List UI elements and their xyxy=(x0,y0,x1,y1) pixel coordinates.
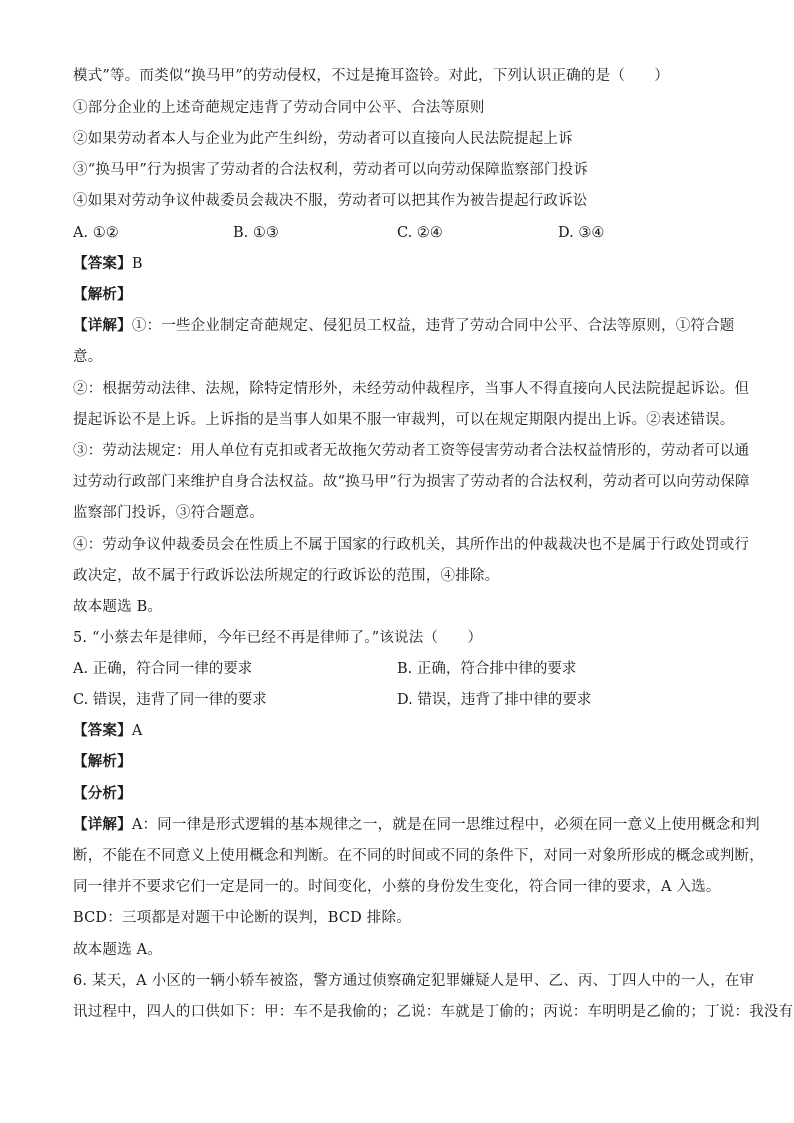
detail-text: A：同一律是形式逻辑的基本规律之一，就是在同一思维过程中，必须在同一意义上使用概念和判 xyxy=(131,817,760,833)
q6-line-1: 6. 某天，A 小区的一辆小轿车被盗，警方通过侦察确定犯罪嫌疑人是甲、乙、丙、丁四人中的一人，在审 xyxy=(73,973,755,989)
q6-line-2: 讯过程中，四人的口供如下：甲：车不是我偷的；乙说：车就是丁偷的；丙说：车明明是乙偷的；丁说：我没有 xyxy=(73,1004,794,1020)
answer-tag: 【答案】 xyxy=(73,723,132,739)
q4-detail-line-2: 意。 xyxy=(73,349,103,365)
q4-detail-line-5: ③：劳动法规定：用人单位有克扣或者无故拖欠劳动者工资等侵害劳动者合法权益情形的，劳动者可以通 xyxy=(73,443,750,459)
answer-tag: 【答案】 xyxy=(73,256,132,272)
answer-value: B xyxy=(131,256,143,272)
q4-detail-line-3: ②：根据劳动法律、法规，除特定情形外，未经劳动仲裁程序，当事人不得直接向人民法院提起诉讼。但 xyxy=(73,381,750,397)
q4-option-a: A. ①② xyxy=(73,225,119,241)
q4-stem: 模式”等。而类似“换马甲”的劳动侵权，不过是掩耳盗铃。对此，下列认识正确的是（ ） xyxy=(73,68,670,84)
q4-detail-line-4: 提起诉讼不是上诉。上诉指的是当事人如果不服一审裁判，可以在规定期限内提出上诉。②表述错误。 xyxy=(73,412,735,428)
q4-answer xyxy=(73,254,733,274)
detail-text: ①：一些企业制定奇葩规定、侵犯员工权益，违背了劳动合同中公平、合法等原则，①符合题 xyxy=(131,318,735,334)
q5-option-a: A. 正确，符合同一律的要求 xyxy=(73,661,253,677)
analysis-tag: 【解析】 xyxy=(73,287,132,303)
q4-conclusion: 故本题选 B。 xyxy=(73,599,163,615)
q5-answer xyxy=(73,721,733,741)
q5-option-c: C. 错误，违背了同一律的要求 xyxy=(73,692,267,708)
q4-statement-1: ①部分企业的上述奇葩规定违背了劳动合同中公平、合法等原则 xyxy=(73,100,485,116)
q5-analysis-tag xyxy=(73,752,733,772)
q5-option-b: B. 正确，符合排中律的要求 xyxy=(397,661,577,677)
q5-stem: 5. “小蔡去年是律师，今年已经不再是律师了。”该说法（ ） xyxy=(73,630,483,646)
answer-value: A xyxy=(131,723,143,739)
q4-detail-line-7: 监察部门投诉，③符合题意。 xyxy=(73,505,265,521)
detail-tag: 【详解】 xyxy=(73,318,132,334)
q4-statement-4: ④如果对劳动争议仲裁委员会裁决不服，劳动者可以把其作为被告提起行政诉讼 xyxy=(73,193,588,209)
q5-detail-line-3: 同一律并不要求它们一定是同一的。时间变化，小蔡的身份发生变化，符合同一律的要求，A 入选。 xyxy=(73,879,721,895)
q4-detail-line-8: ④：劳动争议仲裁委员会在性质上不属于国家的行政机关，其所作出的仲裁裁决也不是属于行政处罚或行 xyxy=(73,537,750,553)
q5-conclusion: 故本题选 A。 xyxy=(73,942,162,958)
q4-option-d: D. ③④ xyxy=(558,225,605,241)
q4-detail-line-1 xyxy=(73,316,733,336)
q5-fenxi-tag xyxy=(73,784,733,804)
q4-statement-3: ③“换马甲”行为损害了劳动者的合法权利，劳动者可以向劳动保障监察部门投诉 xyxy=(73,162,589,178)
q4-detail-line-6: 过劳动行政部门来维护自身合法权益。故“换马甲”行为损害了劳动者的合法权利，劳动者可以向劳动保障 xyxy=(73,474,750,490)
q4-statement-2: ②如果劳动者本人与企业为此产生纠纷，劳动者可以直接向人民法院提起上诉 xyxy=(73,131,573,147)
q4-option-b: B. ①③ xyxy=(233,225,279,241)
q4-option-c: C. ②④ xyxy=(397,225,443,241)
q5-detail-line-2: 断，不能在不同意义上使用概念和判断。在不同的时间或不同的条件下，对同一对象所形成的概念或判断， xyxy=(73,848,764,864)
q5-detail-line-4: BCD：三项都是对题干中论断的误判，BCD 排除。 xyxy=(73,910,411,926)
q4-detail-line-9: 政决定，故不属于行政诉讼法所规定的行政诉讼的范围，④排除。 xyxy=(73,568,500,584)
q4-analysis-tag xyxy=(73,285,733,305)
q5-option-d: D. 错误，违背了排中律的要求 xyxy=(397,692,592,708)
detail-tag: 【详解】 xyxy=(73,817,132,833)
q5-detail-line-1 xyxy=(73,815,760,835)
analysis-tag: 【解析】 xyxy=(73,754,132,770)
fenxi-tag: 【分析】 xyxy=(73,786,132,802)
